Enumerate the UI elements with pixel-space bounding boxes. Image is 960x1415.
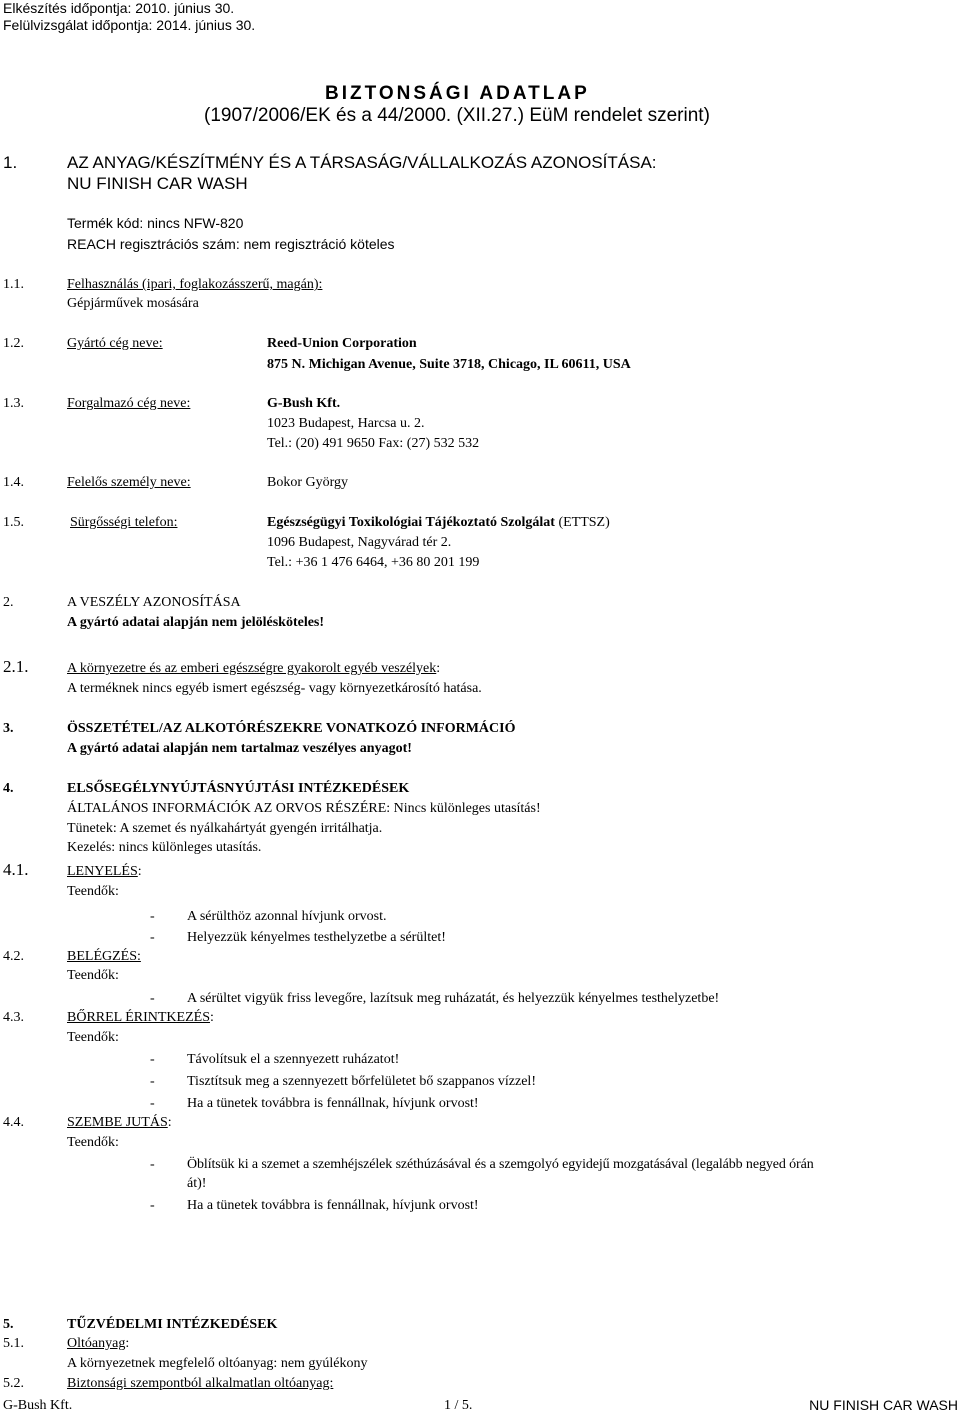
footer-page-number: 1 / 5.: [444, 1398, 473, 1413]
list-item: Öblítsük ki a szemet a szemhéjszélek széthúzásával és a szemgolyó egyidejű mozgatásával (legalább negyed órán: [187, 1157, 814, 1172]
section-1-1-value: Gépjárművek mosására: [67, 296, 199, 311]
colon: :: [125, 1336, 130, 1351]
section-1-3-label: Forgalmazó cég neve:: [67, 396, 191, 411]
section-4-number: 4.: [3, 781, 14, 796]
section-1-4-number: 1.4.: [3, 475, 24, 490]
section-5-2-label: Biztonsági szempontból alkalmatlan oltóanyag:: [67, 1376, 334, 1391]
colon: :: [137, 864, 142, 879]
section-1-1-number: 1.1.: [3, 277, 24, 292]
list-item: A sérülthöz azonnal hívjunk orvost.: [187, 909, 387, 924]
todo-label: Teendők:: [67, 1135, 119, 1150]
section-1-1-label: [67, 276, 322, 293]
section-1-1-label-text: Felhasználás (ipari, foglakozásszerű, magán):: [67, 277, 323, 292]
reach-number: REACH regisztrációs szám: nem regisztráció köteles: [67, 236, 395, 252]
list-item: Ha a tünetek továbbra is fennállnak, hívjunk orvost!: [187, 1198, 479, 1213]
section-4-2-label-text: BELÉGZÉS: [67, 949, 137, 964]
section-2-number: 2.: [3, 595, 14, 610]
list-bullet: -: [150, 1198, 155, 1213]
document-title: BIZTONSÁGI ADATLAP: [325, 83, 590, 104]
section-1-3-number: 1.3.: [3, 396, 24, 411]
section-1-5-number: 1.5.: [3, 515, 24, 530]
section-1-heading: AZ ANYAG/KÉSZÍTMÉNY ÉS A TÁRSASÁG/VÁLLALKOZÁS AZONOSÍTÁSA:: [67, 153, 657, 172]
section-4-4-label-text: SZEMBE JUTÁS: [67, 1115, 168, 1130]
section-4-2-number: 4.2.: [3, 949, 24, 964]
section-3-text: A gyártó adatai alapján nem tartalmaz veszélyes anyagot!: [67, 741, 412, 756]
list-bullet: -: [150, 1074, 155, 1089]
document-subtitle: (1907/2006/EK és a 44/2000. (XII.27.) EüM rendelet szerint): [204, 105, 710, 126]
section-2-1-label-text: A környezetre és az emberi egészségre gyakorolt egyéb veszélyek: [67, 661, 437, 676]
section-1-5-label: Sürgősségi telefon:: [70, 515, 178, 530]
emergency-phone: Tel.: +36 1 476 6464, +36 80 201 199: [267, 555, 480, 570]
section-5-1-text: A környezetnek megfelelő oltóanyag: nem gyúlékony: [67, 1356, 368, 1371]
section-5-1-label: [67, 1335, 129, 1352]
colon: :: [137, 949, 141, 964]
section-5-2-number: 5.2.: [3, 1376, 24, 1391]
list-item: Helyezzük kényelmes testhelyzetbe a sérültet!: [187, 930, 446, 945]
section-4-1-label: [67, 863, 142, 880]
section-1-number: 1.: [3, 153, 18, 172]
responsible-person: Bokor György: [267, 475, 349, 490]
section-3-heading: ÖSSZETÉTEL/AZ ALKOTÓRÉSZEKRE VONATKOZÓ INFORMÁCIÓ: [67, 721, 516, 736]
list-bullet: -: [150, 1157, 155, 1172]
list-bullet: -: [150, 930, 155, 945]
reviewed-date: Felülvizsgálat időpontja: 2014. június 30.: [3, 17, 256, 33]
section-4-3-number: 4.3.: [3, 1010, 24, 1025]
emergency-service: [267, 514, 610, 531]
list-bullet: -: [150, 991, 155, 1006]
list-bullet: -: [150, 1096, 155, 1111]
section-4-heading: ELSŐSEGÉLYNYÚJTÁSNYÚJTÁSI INTÉZKEDÉSEK: [67, 781, 410, 796]
emergency-address: 1096 Budapest, Nagyvárad tér 2.: [267, 535, 452, 550]
treatment: Kezelés: nincs különleges utasítás.: [67, 840, 262, 855]
symptoms: Tünetek: A szemet és nyálkahártyát gyengén irritálhatja.: [67, 821, 383, 836]
todo-label: Teendők:: [67, 968, 119, 983]
todo-label: Teendők:: [67, 1030, 119, 1045]
footer-company: G-Bush Kft.: [3, 1398, 73, 1413]
section-4-1-label-text: LENYELÉS: [67, 864, 138, 879]
list-item: Tisztítsuk meg a szennyezett bőrfelületet bő szappanos vízzel!: [187, 1074, 536, 1089]
section-4-3-label-text: BŐRREL ÉRINTKEZÉS: [67, 1010, 210, 1025]
emergency-service-name: Egészségügyi Toxikológiai Tájékoztató Szolgálat: [267, 515, 555, 530]
manufacturer-name: Reed-Union Corporation: [267, 336, 417, 351]
section-5-1-label-text: Oltóanyag: [67, 1336, 126, 1351]
section-2-1-text: A terméknek nincs egyéb ismert egészség- vagy környezetkárosító hatása.: [67, 681, 482, 696]
list-item: Távolítsuk el a szennyezett ruházatot!: [187, 1052, 400, 1067]
todo-label: Teendők:: [67, 884, 119, 899]
emergency-service-abbr: (ETTSZ): [554, 515, 610, 530]
section-4-2-label: [67, 948, 141, 965]
section-1-2-number: 1.2.: [3, 336, 24, 351]
section-2-heading: A VESZÉLY AZONOSÍTÁSA: [67, 595, 241, 610]
list-item: A sérültet vigyük friss levegőre, lazítsuk meg ruházatát, és helyezzük kényelmes testhelyzetbe!: [187, 991, 720, 1006]
general-info: ÁLTALÁNOS INFORMÁCIÓK AZ ORVOS RÉSZÉRE: Nincs különleges utasítás!: [67, 801, 541, 816]
section-3-number: 3.: [3, 721, 14, 736]
section-4-4-number: 4.4.: [3, 1115, 24, 1130]
manufacturer-address: 875 N. Michigan Avenue, Suite 3718, Chicago, IL 60611, USA: [267, 357, 631, 372]
section-5-number: 5.: [3, 1317, 14, 1332]
list-bullet: -: [150, 909, 155, 924]
colon: :: [209, 1010, 214, 1025]
section-2-1-colon: :: [436, 661, 441, 676]
distributor-name: G-Bush Kft.: [267, 396, 341, 411]
section-5-1-number: 5.1.: [3, 1336, 24, 1351]
section-5-heading: TŰZVÉDELMI INTÉZKEDÉSEK: [67, 1317, 278, 1332]
list-item: Ha a tünetek továbbra is fennállnak, hívjunk orvost!: [187, 1096, 479, 1111]
section-1-4-label: Felelős személy neve:: [67, 475, 191, 490]
section-2-text: A gyártó adatai alapján nem jelölésköteles!: [67, 615, 325, 630]
section-2-1-number: 2.1.: [3, 657, 29, 676]
list-item-continued: át)!: [187, 1176, 207, 1191]
section-4-4-label: [67, 1114, 172, 1131]
product-code: Termék kód: nincs NFW-820: [67, 215, 244, 231]
colon: :: [167, 1115, 172, 1130]
section-1-2-label: Gyártó cég neve:: [67, 336, 163, 351]
section-4-3-label: [67, 1009, 214, 1026]
list-bullet: -: [150, 1052, 155, 1067]
created-date: Elkészítés időpontja: 2010. június 30.: [3, 0, 235, 16]
product-name: NU FINISH CAR WASH: [67, 174, 248, 193]
section-4-1-number: 4.1.: [3, 860, 29, 879]
footer-product: NU FINISH CAR WASH: [809, 1397, 958, 1413]
section-2-1-label: [67, 660, 440, 677]
distributor-address: 1023 Budapest, Harcsa u. 2.: [267, 416, 425, 431]
distributor-phone: Tel.: (20) 491 9650 Fax: (27) 532 532: [267, 436, 480, 451]
